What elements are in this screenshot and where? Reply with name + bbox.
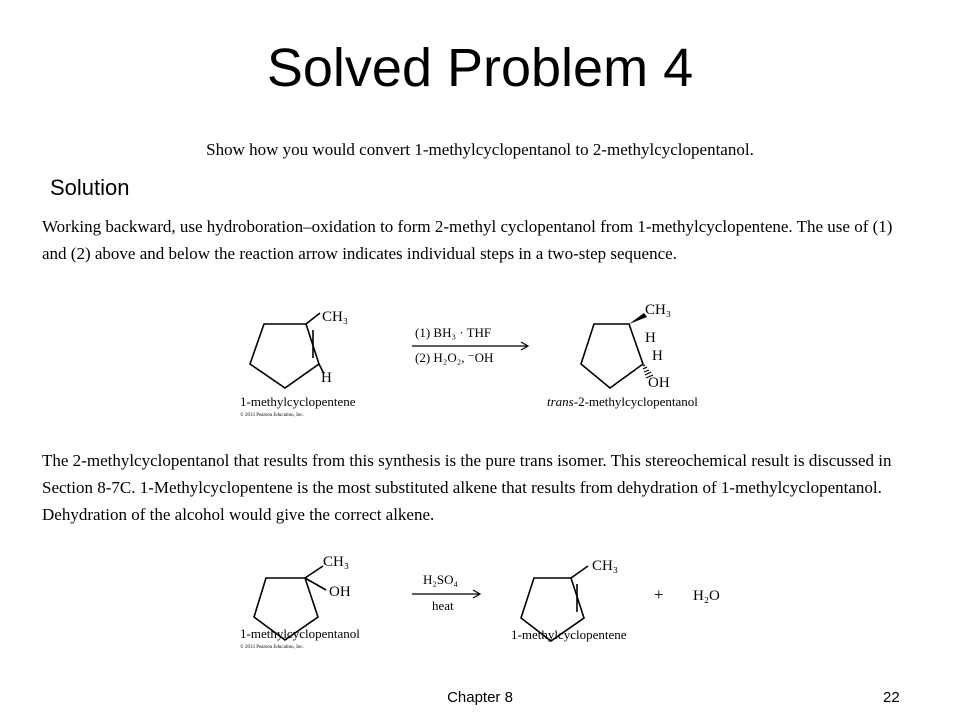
product-name <box>547 394 698 409</box>
reaction-scheme-dehydration <box>0 548 960 662</box>
water-byproduct: H₂O <box>693 588 720 604</box>
dehydration-reactant-ch3: CH₃ <box>323 554 350 570</box>
solution-paragraph-1: Working backward, use hydroboration–oxidation to form 2-methyl cyclopentanol from 1-methylcyclopentene. The use of (1) and (2) above and below the reaction arrow indicates individual steps in a two-step sequence. <box>42 217 893 263</box>
reagent-step-1: (1) BH₃ · THF <box>415 325 492 340</box>
product-h-label-green: H <box>645 330 656 346</box>
dehydration-reactant-name: 1-methylcyclopentanol <box>240 626 360 641</box>
methylcyclopentene-structure <box>250 313 324 388</box>
footer-chapter: Chapter 8 <box>447 689 513 706</box>
product-ch3-label: CH₃ <box>645 302 672 318</box>
hydroboration-scheme-svg <box>0 296 960 422</box>
footer-page-number: 22 <box>883 689 900 706</box>
dehydration-product-name: 1-methylcyclopentene <box>511 627 627 642</box>
product-name-italic: trans <box>547 394 574 409</box>
reaction-arrow <box>412 342 528 350</box>
copyright-note: © 2013 Pearson Education, Inc. <box>240 413 304 418</box>
reactant-h-label: H <box>321 370 332 386</box>
solution-heading: Solution <box>50 175 130 200</box>
reaction-scheme-hydroboration <box>0 296 960 422</box>
reactant-name: 1-methylcyclopentene <box>240 394 356 409</box>
product-name-rest: -2-methylcyclopentanol <box>573 394 698 409</box>
reagent-step-2: (2) H₂O₂, ⁻OH <box>415 350 494 365</box>
dehydration-reaction-arrow <box>412 590 480 598</box>
dehydration-scheme-svg <box>0 548 960 662</box>
reactant-ch3-label: CH₃ <box>322 309 349 325</box>
dehydration-reagent-acid: H₂SO₄ <box>423 572 459 587</box>
dehydration-copyright-note: © 2013 Pearson Education, Inc. <box>240 645 304 650</box>
dehydration-reagent-heat: heat <box>432 598 454 613</box>
dehydration-product-ch3: CH₃ <box>592 558 619 574</box>
methylcyclopentanol-structure <box>581 324 643 388</box>
product-oh-label: OH <box>648 375 670 391</box>
problem-question: Show how you would convert 1-methylcyclopentanol to 2-methylcyclopentanol. <box>206 140 754 159</box>
product-h-label: H <box>652 348 663 364</box>
dehydration-reactant-oh: OH <box>329 584 351 600</box>
solution-paragraph-2: The 2-methylcyclopentanol that results from this synthesis is the pure trans isomer. This stereochemical result is discussed in Section 8-7C. 1-Methylcyclopentene is the most substituted alkene that results from dehydration of 1-methylcyclopentanol. Dehydration of the alcohol would give the correct alkene. <box>42 451 892 524</box>
slide-title: Solved Problem 4 <box>266 38 694 98</box>
plus-sign: + <box>654 585 664 604</box>
